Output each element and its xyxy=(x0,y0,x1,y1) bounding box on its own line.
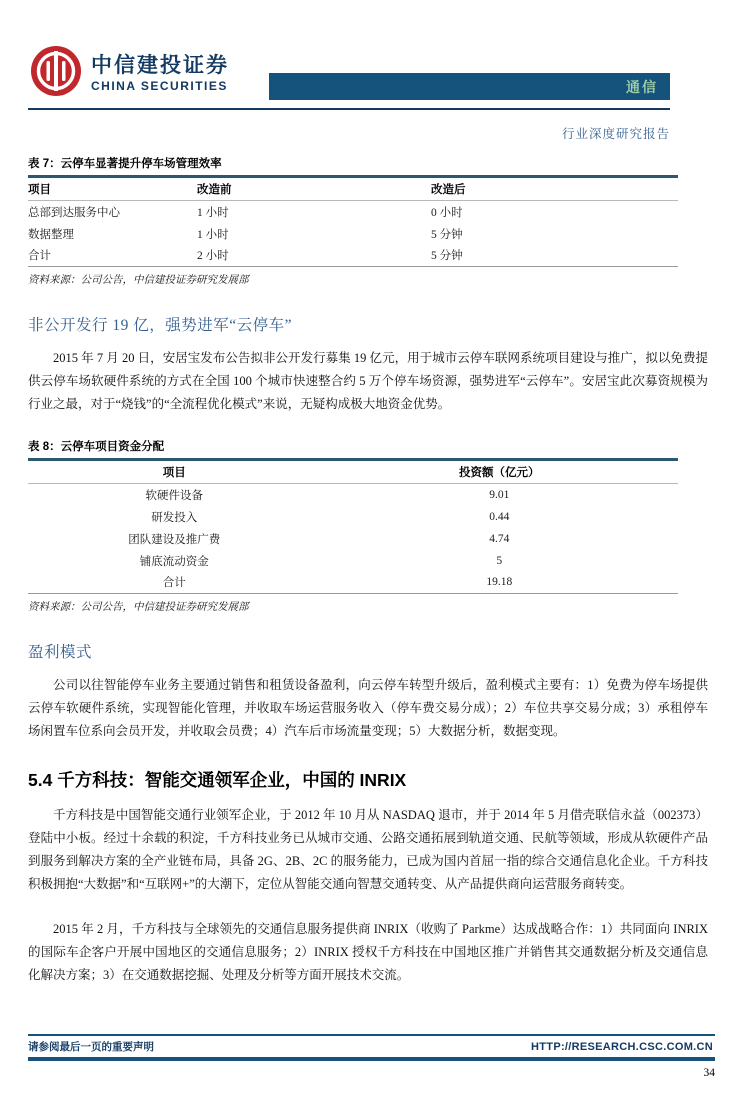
column-header: 项目 xyxy=(28,177,197,201)
table-row xyxy=(28,245,678,267)
citic-logo-icon xyxy=(30,45,82,102)
table-cell: 19.18 xyxy=(486,576,513,589)
column-header: 项目 xyxy=(28,460,321,484)
section-heading-offering: 非公开发行 19 亿，强势进军“云停车” xyxy=(28,317,293,334)
page-number: 34 xyxy=(703,1067,715,1079)
page-footer xyxy=(28,1034,715,1079)
table-cell: 合计 xyxy=(28,250,51,263)
section-heading-qianfang: 5.4 千方科技：智能交通领军企业，中国的 INRIX xyxy=(28,770,407,790)
header-divider xyxy=(28,108,670,110)
table8-header-row xyxy=(28,460,678,484)
table-cell: 总部到达服务中心 xyxy=(28,206,120,219)
table-row xyxy=(28,550,678,572)
footer-divider-bottom xyxy=(28,1057,715,1061)
table-cell: 0.44 xyxy=(489,510,510,523)
column-header: 改造前 xyxy=(197,177,431,201)
table-cell: 1 小时 xyxy=(197,206,229,219)
table-cell: 合计 xyxy=(162,577,186,590)
sector-bar xyxy=(269,73,670,100)
table8 xyxy=(28,458,678,594)
paragraph-profit: 公司以往智能停车业务主要通过销售和租赁设备盈利，向云停车转型升级后，盈利模式主要有：1）免费为停车场提供云停车软硬件系统，实现智能化管理，并收取车场运营服务收入（停车费交易分成）；2）车位共享交易分成；3）承租停车场闲置车位系向会员开发，并收取会员费；4）汽车后市场流量变现；5）大数据分析，数据变现。 xyxy=(28,678,708,738)
report-body xyxy=(0,155,741,987)
table8-source: 资料来源：公司公告，中信建投证券研究发展部 xyxy=(28,602,249,613)
table-row xyxy=(28,506,678,528)
paragraph-qianfang-2: 2015 年 2 月，千方科技与全球领先的交通信息服务提供商 INRIX（收购了 Parkme）达成战略合作：1）共同面向 INRIX 的国际车企客户开展中国地区的交通信息服务；2）INRIX 授权千方科技在中国地区推广并销售其交通数据分析及交通信息化解决方案；3）在交通数据挖掘、处理及分析等方面开展技术交流。 xyxy=(28,922,708,982)
column-header: 改造后 xyxy=(431,177,678,201)
table-cell: 研发投入 xyxy=(151,511,198,524)
table7-caption: 表 7：云停车显著提升停车场管理效率 xyxy=(28,158,222,170)
table7-source: 资料来源：公司公告，中信建投证券研究发展部 xyxy=(28,275,249,286)
table-row xyxy=(28,201,678,223)
brand-name-en: CHINA SECURITIES xyxy=(91,78,228,93)
paragraph-offering: 2015 年 7 月 20 日，安居宝发布公告拟非公开发行募集 19 亿元，用于城市云停车联网系统项目建设与推广，拟以免费提供云停车场软硬件系统的方式在全国 100 个城市快速整合约 5 万个停车场资源，强势进军“云停车”。安居宝此次募资规模为行业之最，对于“烧钱”的“全流程优化模式”来说，无疑构成极大地资金优势。 xyxy=(28,351,708,411)
table-cell: 团队建设及推广费 xyxy=(128,533,221,546)
table-cell: 5 分钟 xyxy=(431,250,463,263)
table-cell: 5 分钟 xyxy=(431,228,463,241)
table-row xyxy=(28,484,678,506)
table-row xyxy=(28,223,678,245)
column-header: 投资额（亿元） xyxy=(321,460,679,484)
table-cell: 2 小时 xyxy=(197,250,229,263)
table-cell: 9.01 xyxy=(489,488,510,501)
report-type-label: 行业深度研究报告 xyxy=(561,127,670,141)
table7 xyxy=(28,175,678,267)
footer-research-url[interactable]: HTTP://RESEARCH.CSC.COM.CN xyxy=(531,1040,713,1053)
table8-caption: 表 8：云停车项目资金分配 xyxy=(28,441,165,453)
table-cell: 数据整理 xyxy=(28,228,74,241)
table-cell: 4.74 xyxy=(489,532,510,545)
table-cell: 5 xyxy=(496,554,503,567)
section-heading-profit: 盈利模式 xyxy=(28,644,93,661)
brand-name-cn: 中信建投证券 xyxy=(91,54,229,78)
table-cell: 0 小时 xyxy=(431,206,463,219)
table-cell: 1 小时 xyxy=(197,228,229,241)
table-cell: 软硬件设备 xyxy=(145,489,203,502)
brand-block xyxy=(30,45,229,102)
paragraph-qianfang-1: 千方科技是中国智能交通行业领军企业，于 2012 年 10 月从 NASDAQ 退市，并于 2014 年 5 月借壳联信永益（002373）登陆中小板。经过十余载的积淀，千方科技业务已从城市交通、公路交通拓展到轨道交通、民航等领域，形成从软硬件产品到服务到解决方案的全产业链布局，具备 2G、2B、2C 的服务能力，已成为国内首屈一指的综合交通信息化企业。千方科技积极拥抱“大数据”和“互联网+”的大潮下，定位从智能交通向智慧交通转变、从产品提供商向运营服务商转变。 xyxy=(28,808,708,891)
page-header xyxy=(0,0,741,102)
table-row xyxy=(28,528,678,550)
footer-disclaimer: 请参阅最后一页的重要声明 xyxy=(28,1042,154,1053)
table7-header-row xyxy=(28,177,678,201)
table-cell: 铺底流动资金 xyxy=(139,555,209,568)
sector-label: 通信 xyxy=(626,78,658,95)
table-row xyxy=(28,572,678,594)
